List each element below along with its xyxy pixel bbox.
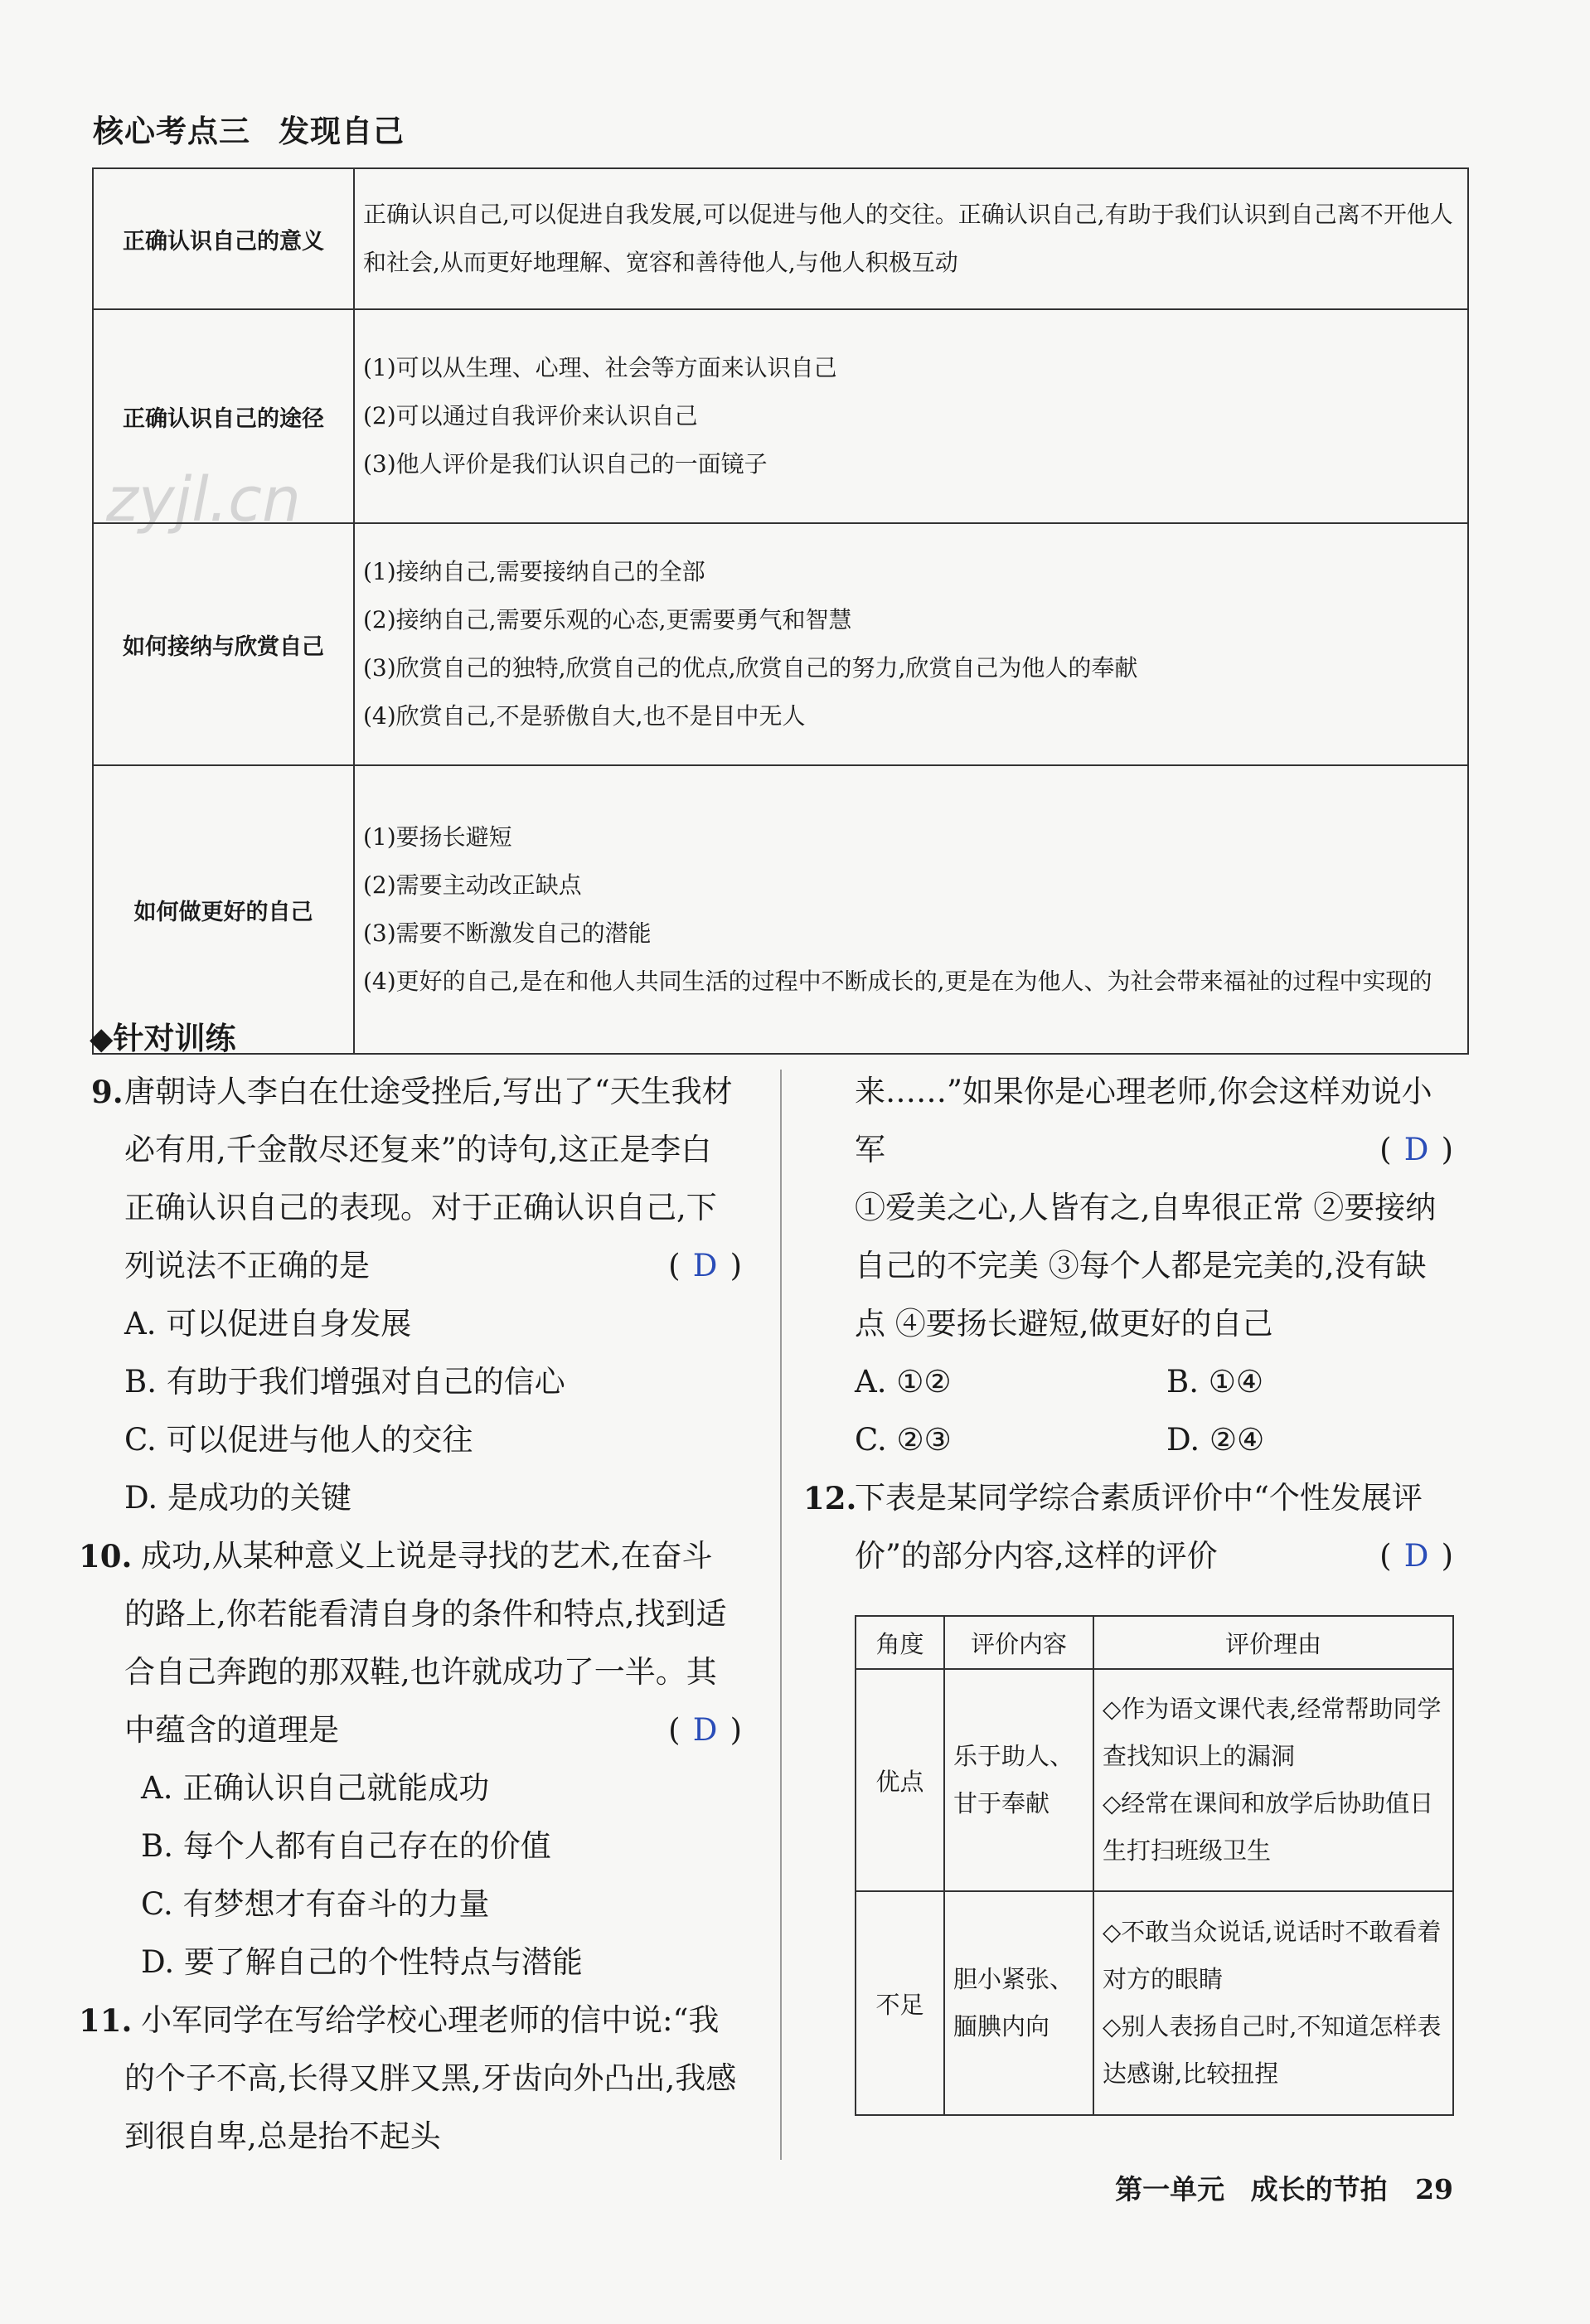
evaluation-content: 胆小紧张、腼腆内向 xyxy=(944,1891,1093,2115)
evaluation-row xyxy=(856,1669,1453,1891)
header-angle: 角度 xyxy=(856,1616,944,1669)
key-point-line: (2)可以通过自我评价来认识自己 xyxy=(363,402,698,429)
evaluation-reason: ◇别人表扬自己时,不知道怎样表达感谢,比较扭捏 xyxy=(1103,2012,1442,2088)
option: A. 可以促进自身发展 xyxy=(124,1306,412,1342)
key-point-content xyxy=(354,765,1468,1054)
section-title-text: 发现自己 xyxy=(279,114,405,149)
question-number: 10. xyxy=(79,1538,133,1574)
evaluation-table xyxy=(855,1615,1454,2116)
key-point-heading: 如何做更好的自己 xyxy=(93,765,354,1054)
key-point-line: (2)接纳自己,需要乐观的心态,更需要勇气和智慧 xyxy=(363,606,852,633)
answer-letter: D xyxy=(692,1712,718,1748)
question-stem: 成功,从某种意义上说是寻找的艺术,在奋斗的路上,你若能看清自身的条件和特点,找到适合自己奔跑的那双鞋,也许就成功了一半。其中蕴含的道理是 xyxy=(124,1538,727,1748)
question-10 xyxy=(79,1527,742,1759)
answer-paren: ( D ) xyxy=(668,1237,742,1295)
answer-paren: ( D ) xyxy=(1379,1121,1453,1179)
key-point-row xyxy=(93,168,1468,309)
answer-letter: D xyxy=(1403,1132,1429,1167)
key-point-line: (4)更好的自己,是在和他人共同生活的过程中不断成长的,更是在为他人、为社会带来福祉的过程中实现的 xyxy=(363,968,1432,995)
evaluation-angle: 优点 xyxy=(856,1669,944,1891)
footer-unit: 第一单元 xyxy=(1115,2173,1225,2205)
option: C. ②③ xyxy=(855,1422,952,1458)
key-point-line: (2)需要主动改正缺点 xyxy=(363,871,582,899)
options-row xyxy=(855,1353,1453,1411)
key-point-row xyxy=(93,523,1468,765)
question-number: 11. xyxy=(79,2002,133,2039)
key-point-line: (3)需要不断激发自己的潜能 xyxy=(363,919,652,947)
page-number: 29 xyxy=(1415,2173,1453,2205)
key-point-content xyxy=(354,309,1468,523)
option: A. ①② xyxy=(855,1364,952,1400)
key-point-heading: 正确认识自己的意义 xyxy=(93,168,354,309)
key-points-table xyxy=(92,167,1469,1055)
key-point-line: 正确认识自己,可以促进自我发展,可以促进与他人的交往。正确认识自己,有助于我们认识到自己离不开他人和社会,从而更好地理解、宽容和善待他人,与他人积极互动 xyxy=(363,201,1453,276)
evaluation-reason: ◇经常在课间和放学后协助值日生打扫班级卫生 xyxy=(1103,1789,1434,1865)
question-stem: 唐朝诗人李白在仕途受挫后,写出了“天生我材必有用,千金散尽还复来”的诗句,这正是李白正确认识自己的表现。对于正确认识自己,下列说法不正确的是 xyxy=(124,1074,733,1283)
option: C. 有梦想才有奋斗的力量 xyxy=(141,1886,490,1922)
question-9 xyxy=(91,1063,742,1295)
question-stem: 小军同学在写给学校心理老师的信中说:“我的个子不高,长得又胖又黑,牙齿向外凸出,我感到很自卑,总是抬不起头 xyxy=(124,2002,737,2154)
drill-title: ◆针对训练 xyxy=(90,1021,236,1056)
options-row xyxy=(855,1411,1453,1469)
option: D. 是成功的关键 xyxy=(124,1480,351,1516)
key-point-heading: 如何接纳与欣赏自己 xyxy=(93,523,354,765)
header-reason: 评价理由 xyxy=(1093,1616,1453,1669)
key-point-content xyxy=(354,523,1468,765)
evaluation-content: 乐于助人、甘于奉献 xyxy=(944,1669,1093,1891)
evaluation-reasons xyxy=(1093,1669,1453,1891)
evaluation-reasons xyxy=(1093,1891,1453,2115)
watermark: zyjl.cn xyxy=(106,464,301,536)
key-point-line: (3)他人评价是我们认识自己的一面镜子 xyxy=(363,450,768,478)
answer-paren: ( D ) xyxy=(668,1701,742,1759)
question-11-continued xyxy=(855,1063,1453,1179)
answer-letter: D xyxy=(1403,1538,1429,1574)
question-number: 12. xyxy=(803,1480,857,1516)
answer-letter: D xyxy=(692,1248,718,1283)
question-number: 9. xyxy=(91,1074,124,1110)
option: D. 要了解自己的个性特点与潜能 xyxy=(141,1944,583,1980)
header-content: 评价内容 xyxy=(944,1616,1093,1669)
column-divider xyxy=(780,1070,782,2160)
option: B. 有助于我们增强对自己的信心 xyxy=(124,1364,565,1400)
option: B. 每个人都有自己存在的价值 xyxy=(141,1828,551,1864)
page-footer xyxy=(1115,2168,1453,2207)
footer-chapter: 成长的节拍 xyxy=(1250,2173,1388,2205)
question-stem: 下表是某同学综合素质评价中“个性发展评价”的部分内容,这样的评价 xyxy=(855,1480,1423,1574)
key-point-row xyxy=(93,765,1468,1054)
evaluation-row xyxy=(856,1891,1453,2115)
key-point-line: (1)接纳自己,需要接纳自己的全部 xyxy=(363,558,705,585)
key-point-heading: 正确认识自己的途径 xyxy=(93,309,354,523)
question-11 xyxy=(79,1992,742,2166)
key-point-row xyxy=(93,309,1468,523)
evaluation-angle: 不足 xyxy=(856,1891,944,2115)
question-12 xyxy=(803,1469,1453,1585)
left-column xyxy=(79,1063,742,2166)
option: C. 可以促进与他人的交往 xyxy=(124,1422,473,1458)
option: B. ①④ xyxy=(1166,1364,1264,1400)
key-point-line: (1)要扬长避短 xyxy=(363,823,512,851)
section-title-number: 核心考点三 xyxy=(93,114,250,149)
key-point-line: (4)欣赏自己,不是骄傲自大,也不是目中无人 xyxy=(363,702,806,730)
evaluation-reason: ◇作为语文课代表,经常帮助同学查找知识上的漏洞 xyxy=(1103,1695,1442,1770)
key-point-line: (3)欣赏自己的独特,欣赏自己的优点,欣赏自己的努力,欣赏自己为他人的奉献 xyxy=(363,654,1138,682)
statements: ①爱美之心,人皆有之,自卑很正常 ②要接纳自己的不完美 ③每个人都是完美的,没有缺点 ④要扬长避短,做更好的自己 xyxy=(855,1190,1437,1342)
evaluation-header-row xyxy=(856,1616,1453,1669)
option: D. ②④ xyxy=(1166,1422,1265,1458)
right-column xyxy=(803,1063,1453,1585)
evaluation-reason: ◇不敢当众说话,说话时不敢看着对方的眼睛 xyxy=(1103,1918,1442,1993)
question-stem: 来……”如果你是心理老师,你会这样劝说小军 xyxy=(855,1074,1432,1167)
answer-paren: ( D ) xyxy=(1379,1527,1453,1585)
key-point-content xyxy=(354,168,1468,309)
option: A. 正确认识自己就能成功 xyxy=(141,1770,490,1806)
key-point-line: (1)可以从生理、心理、社会等方面来认识自己 xyxy=(363,354,837,381)
section-title xyxy=(93,106,405,151)
